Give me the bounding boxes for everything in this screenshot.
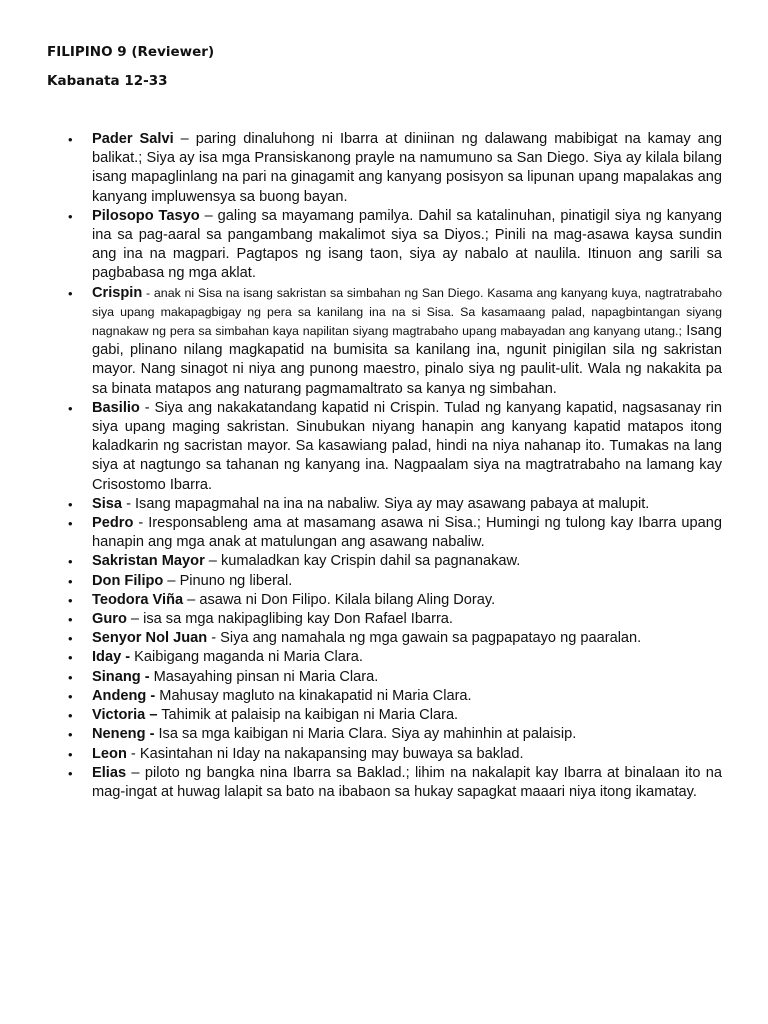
list-item xyxy=(68,610,722,629)
bullet-icon: • xyxy=(68,132,73,147)
character-name: Pader Salvi xyxy=(92,131,174,147)
list-item xyxy=(68,495,722,514)
character-description: – asawa ni Don Filipo. Kilala bilang Aling Doray. xyxy=(183,591,496,608)
list-item xyxy=(68,514,722,552)
bullet-icon: • xyxy=(68,708,73,724)
bullet-icon: • xyxy=(68,631,73,647)
character-description: – Pinuno ng liberal. xyxy=(163,572,293,589)
character-description: - Siya ang nakakatandang kapatid ni Crispin. Tulad ng kanyang kapatid, nagsasanay rin siya upang maging sakristan. Sinubukan niyang hanapin ang kanyang kapatid matapos itong kaladkarin ng sacristan mayor. Sa kasawiang palad, hindi na niya nahanap ito. Tumakas na lang siya at nagtungo sa tahanan ng kanyang ina. Nagpaalam siya na magtratrabaho na lamang kay Crisostomo Ibarra. xyxy=(92,399,722,493)
bullet-icon: • xyxy=(68,765,73,781)
character-description: Kaibigang maganda ni Maria Clara. xyxy=(130,649,363,666)
character-description: - Siya ang namahala ng mga gawain sa pagpapatayo ng paaralan. xyxy=(207,630,642,647)
list-item xyxy=(68,207,722,284)
list-item xyxy=(68,725,722,744)
character-name: Sinang - xyxy=(92,668,150,685)
bullet-icon: • xyxy=(68,727,73,743)
character-name: Leon xyxy=(92,745,127,762)
character-name: Sisa xyxy=(92,495,123,512)
list-item xyxy=(68,629,722,648)
bullet-icon: • xyxy=(68,285,73,301)
list-item xyxy=(68,552,722,571)
character-description: – paring dinaluhong ni Ibarra at diniinan ng dalawang mabibigat na kamay ang balikat.; Siya ay isa mga Pransiskanong prayle na namumuno sa San Diego. Siya ay kilala bilang isang mapaglinlang na pari na ginagamit ang kanyang posisyon sa lipunan upang mapalakas ang kanyang impluwensya sa buong bayan. xyxy=(92,131,722,205)
character-name: Neneng - xyxy=(92,726,155,743)
character-name: Crispin xyxy=(92,284,143,301)
character-name: Elias xyxy=(92,764,127,781)
bullet-icon: • xyxy=(68,612,73,628)
bullet-icon: • xyxy=(68,208,73,224)
character-list xyxy=(68,130,722,802)
character-name: Teodora Viña xyxy=(92,591,184,608)
bullet-icon: • xyxy=(68,496,73,512)
character-description-small: - anak ni Sisa na isang sakristan sa simbahan ng San Diego. Kasama ang kanyang kuya, nagtratrabaho siya upang makapagbigay ng pera sa kanilang ina na si Sisa. Sa kasamaang palad, napagbintangan siyang nagnakaw ng pera sa simbahan kaya napilitan siyang magtrabaho upang mabayadan ang kanyang utang.; xyxy=(92,285,722,339)
list-item xyxy=(68,687,722,706)
bullet-icon: • xyxy=(68,669,73,685)
bullet-icon: • xyxy=(68,573,73,589)
list-item xyxy=(68,668,722,687)
character-description: - Kasintahan ni Iday na nakapansing may buwaya sa baklad. xyxy=(126,745,524,762)
bullet-icon: • xyxy=(68,592,73,608)
character-name: Pedro xyxy=(92,515,134,532)
character-description: – galing sa mayamang pamilya. Dahil sa katalinuhan, pinatigil siya ng kanyang ina sa pag-aaral sa pangambang makalimot siya sa Diyos.; Pinili na mag-asawa kaysa sundin ang ina na magpari. Pagtapos ng isang taon, siya ay nabalo at naulila. Itinuon ang sarili sa pagbabasa ng mga aklat. xyxy=(92,207,722,282)
bullet-icon: • xyxy=(68,688,73,704)
character-name: Guro xyxy=(92,611,127,628)
character-name: Senyor Nol Juan xyxy=(92,630,208,647)
character-description: Masayahing pinsan ni Maria Clara. xyxy=(149,668,379,685)
list-item xyxy=(68,284,722,399)
character-name: Iday - xyxy=(92,649,131,666)
character-name: Andeng - xyxy=(92,687,156,704)
character-description: – isa sa mga nakipaglibing kay Don Rafael Ibarra. xyxy=(126,611,453,628)
bullet-icon: • xyxy=(68,554,73,570)
character-name: Pilosopo Tasyo xyxy=(92,207,200,224)
character-description: - Isang mapagmahal na ina na nabaliw. Siya ay may asawang pabaya at malupit. xyxy=(122,495,650,512)
list-item xyxy=(68,572,722,591)
bullet-icon: • xyxy=(68,746,73,762)
list-item xyxy=(68,706,722,725)
bullet-icon: • xyxy=(68,516,73,532)
list-item xyxy=(68,399,722,495)
bullet-icon: • xyxy=(68,400,73,416)
character-description: Mahusay magluto na kinakapatid ni Maria Clara. xyxy=(155,687,472,704)
list-item xyxy=(68,591,722,610)
character-description: - Iresponsableng ama at masamang asawa ni Sisa.; Humingi ng tulong kay Ibarra upang hanapin ang mga anak at matulungan ang asawang nabaliw. xyxy=(92,515,722,551)
character-description: Isa sa mga kaibigan ni Maria Clara. Siya ay mahinhin at palaisip. xyxy=(154,726,577,743)
list-item xyxy=(68,648,722,667)
character-description: – kumaladkan kay Crispin dahil sa pagnanakaw. xyxy=(204,553,521,570)
list-item xyxy=(68,764,722,802)
bullet-icon: • xyxy=(68,650,73,666)
character-name: Basilio xyxy=(92,399,140,416)
character-name: Victoria – xyxy=(92,707,158,724)
character-name: Sakristan Mayor xyxy=(92,553,205,570)
document-title: FILIPINO 9 (Reviewer) xyxy=(47,44,215,60)
list-item xyxy=(68,745,722,764)
character-name: Don Filipo xyxy=(92,572,164,589)
document-subtitle: Kabanata 12-33 xyxy=(47,73,168,89)
list-item xyxy=(68,130,722,207)
character-description: Tahimik at palaisip na kaibigan ni Maria Clara. xyxy=(157,707,459,724)
character-description: Isang gabi, plinano nilang magkapatid na bumisita sa kanilang ina, ngunit pinigilan sila ng sakristan mayor. Nang sinagot ni niya ang punong maestro, pinalo siya ng paulit-ulit. Wala ng nakakita pa sa binata matapos ang naturang pagmamaltrato sa kanya ng simbahan. xyxy=(92,323,722,397)
character-description: – piloto ng bangka nina Ibarra sa Baklad.; lihim na nakalapit kay Ibarra at binalaan ito na mag-ingat at huwag lalapit sa bato na ibabaon sa hukay sapagkat maaari niya itong ikamatay. xyxy=(92,764,722,800)
